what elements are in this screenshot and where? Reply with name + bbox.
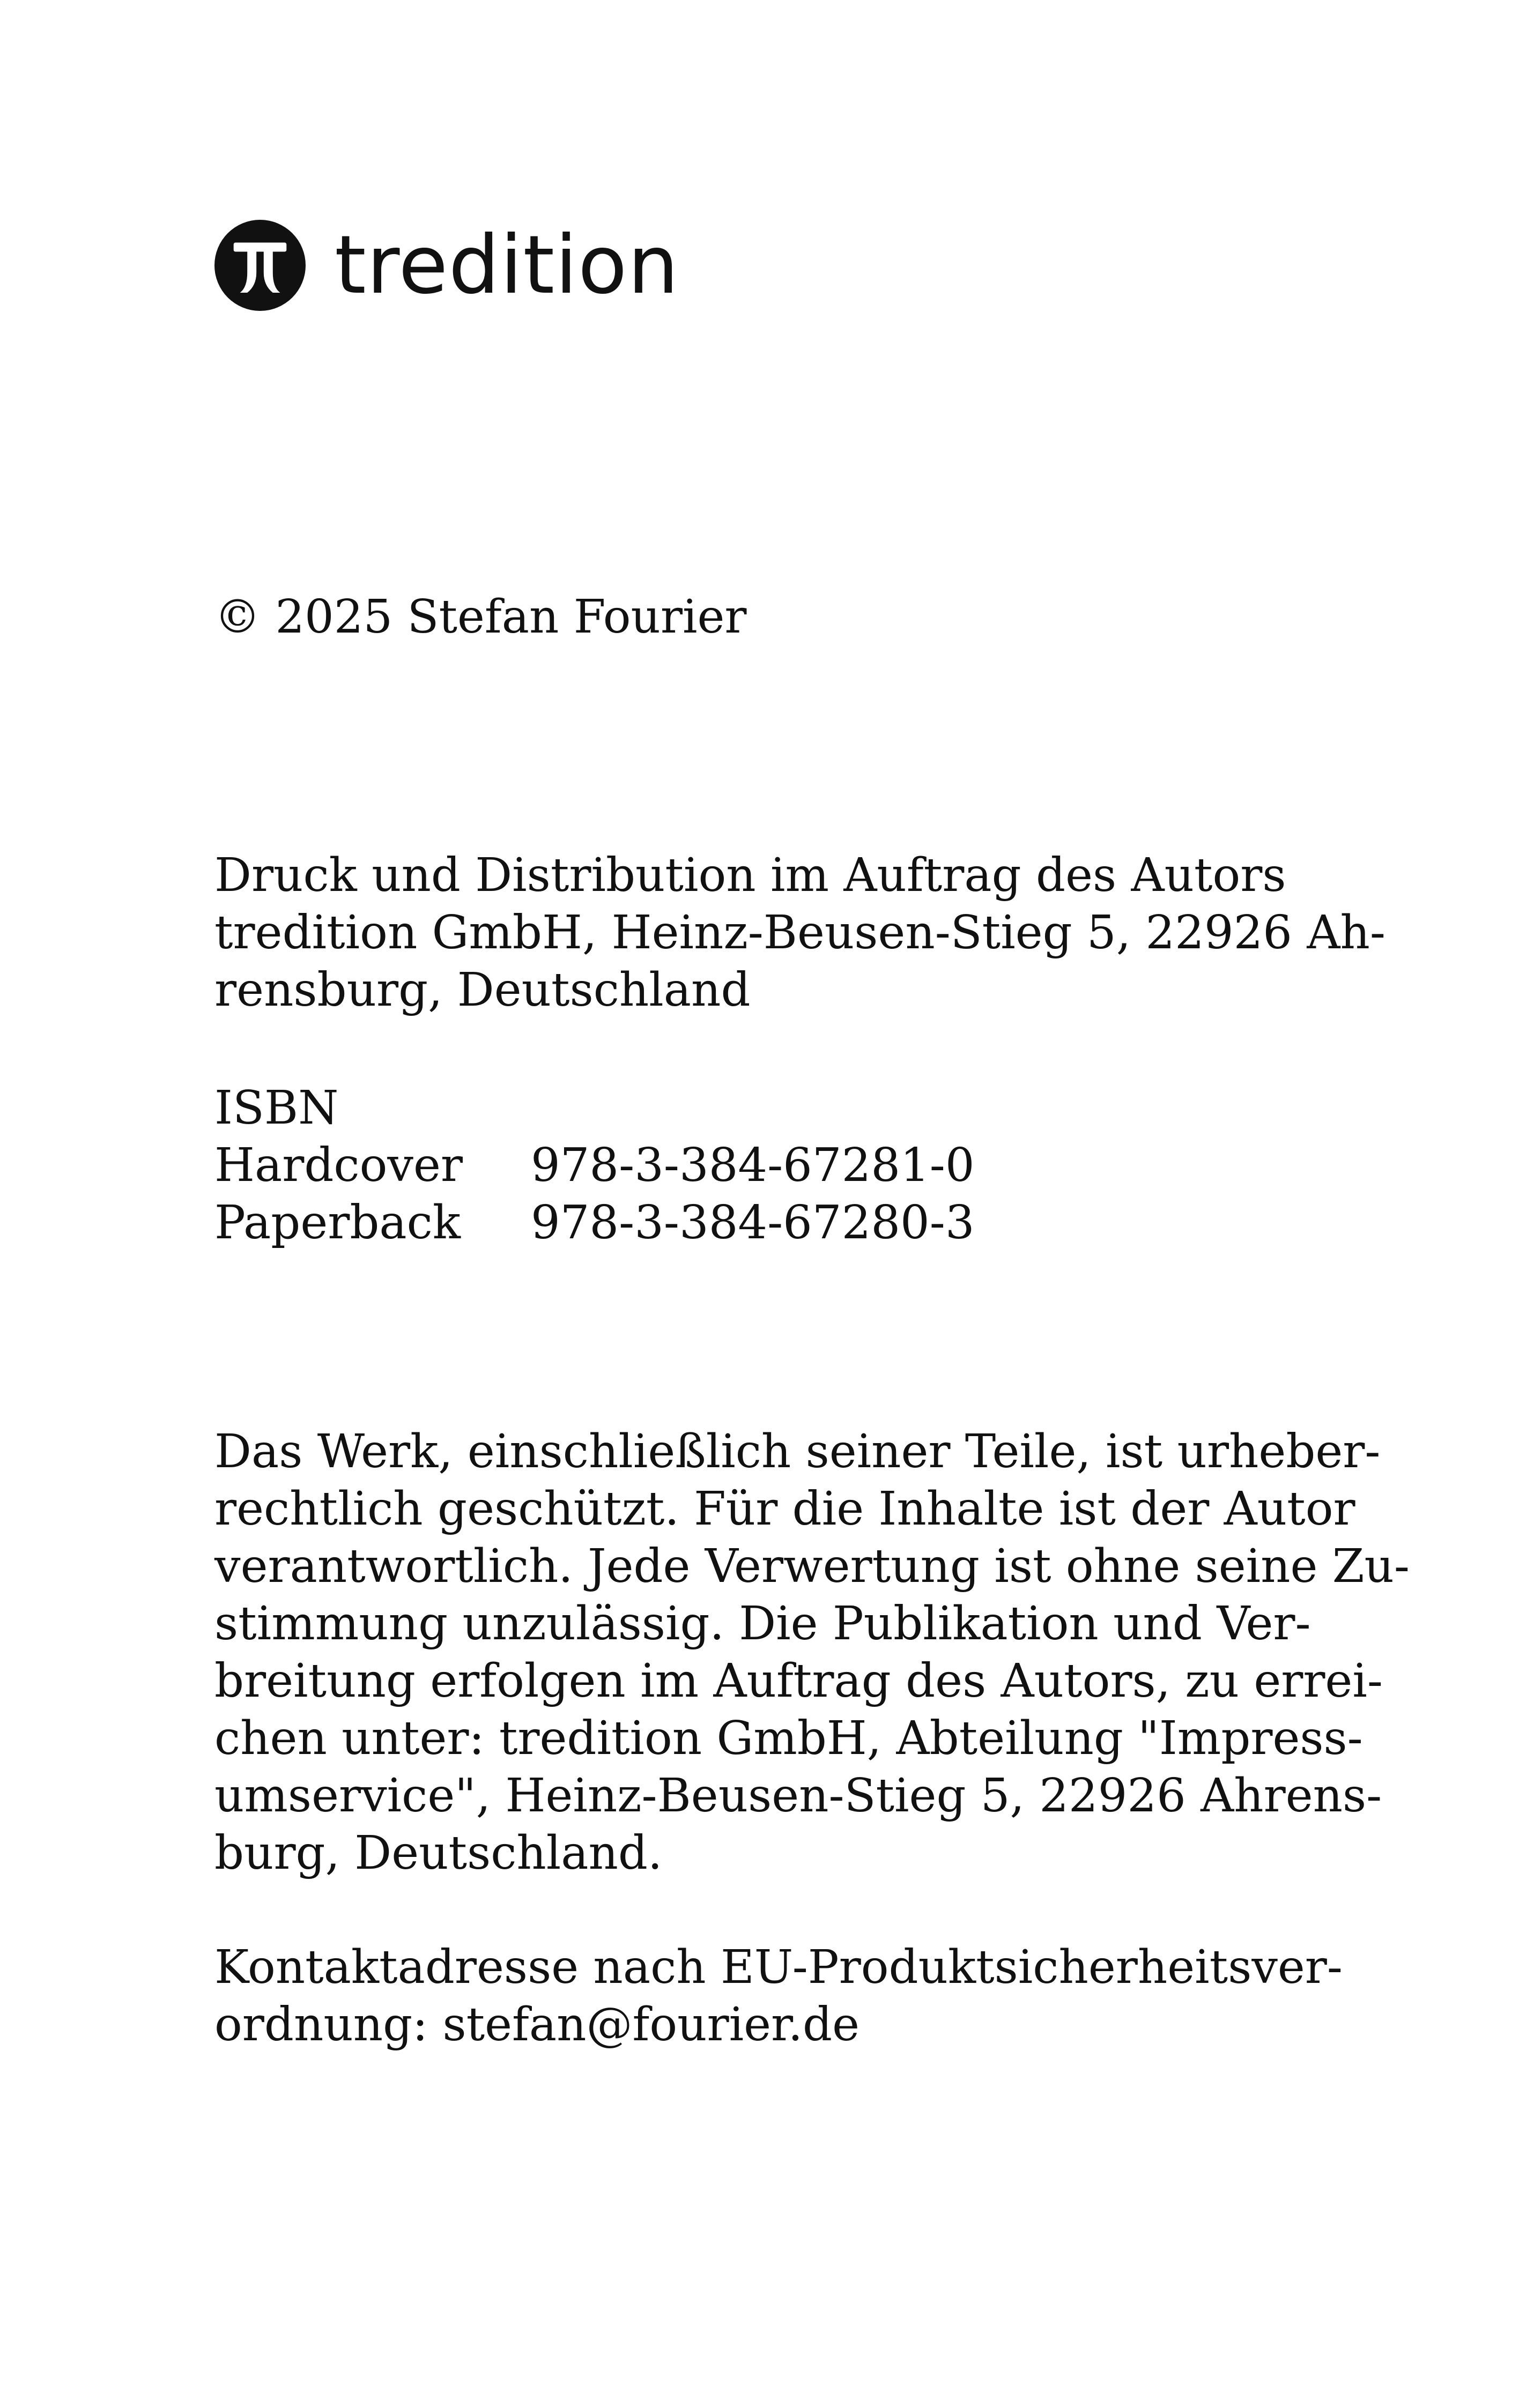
legal-line: Das Werk, einschließlich seiner Teile, ist urheber- xyxy=(214,1425,1381,1478)
imprint-line: tredition GmbH, Heinz-Beusen-Stieg 5, 22926 Ah- xyxy=(214,906,1385,960)
isbn-row-paperback xyxy=(214,1194,1303,1252)
publisher-logo xyxy=(214,217,679,314)
legal-line: umservice", Heinz-Beusen-Stieg 5, 22926 Ahrens- xyxy=(214,1769,1382,1823)
isbn-row-hardcover xyxy=(214,1137,1303,1194)
contact-notice xyxy=(214,1939,1343,2054)
legal-line: rechtlich geschützt. Für die Inhalte ist der Autor xyxy=(214,1482,1355,1536)
copyright-notice xyxy=(214,589,1303,646)
legal-line: verantwortlich. Jede Verwertung ist ohne seine Zu- xyxy=(214,1540,1410,1593)
imprint-block xyxy=(214,847,1385,1019)
contact-line: Kontaktadresse nach EU-Produktsicherheitsver- xyxy=(214,1941,1343,1994)
legal-notice xyxy=(214,1423,1410,1882)
isbn-block xyxy=(214,1080,1303,1252)
legal-line: stimmung unzulässig. Die Publikation und Ver- xyxy=(214,1597,1311,1651)
publisher-wordmark: tredition xyxy=(335,219,679,312)
tredition-logo-icon xyxy=(214,220,306,311)
legal-line: breitung erfolgen im Auftrag des Autors, zu errei- xyxy=(214,1654,1383,1708)
isbn-number: 978-3-384-67281-0 xyxy=(531,1139,975,1192)
isbn-type: Paperback xyxy=(214,1196,461,1250)
legal-line: burg, Deutschland. xyxy=(214,1826,663,1880)
isbn-number: 978-3-384-67280-3 xyxy=(531,1196,975,1250)
isbn-heading: ISBN xyxy=(214,1081,339,1135)
copyright-text: © 2025 Stefan Fourier xyxy=(214,590,747,644)
imprint-line: rensburg, Deutschland xyxy=(214,963,751,1017)
legal-line: chen unter: tredition GmbH, Abteilung "Impress- xyxy=(214,1712,1363,1765)
isbn-type: Hardcover xyxy=(214,1139,463,1192)
imprint-line: Druck und Distribution im Auftrag des Autors xyxy=(214,849,1286,902)
contact-email-line: ordnung: stefan@fourier.de xyxy=(214,1998,859,2052)
